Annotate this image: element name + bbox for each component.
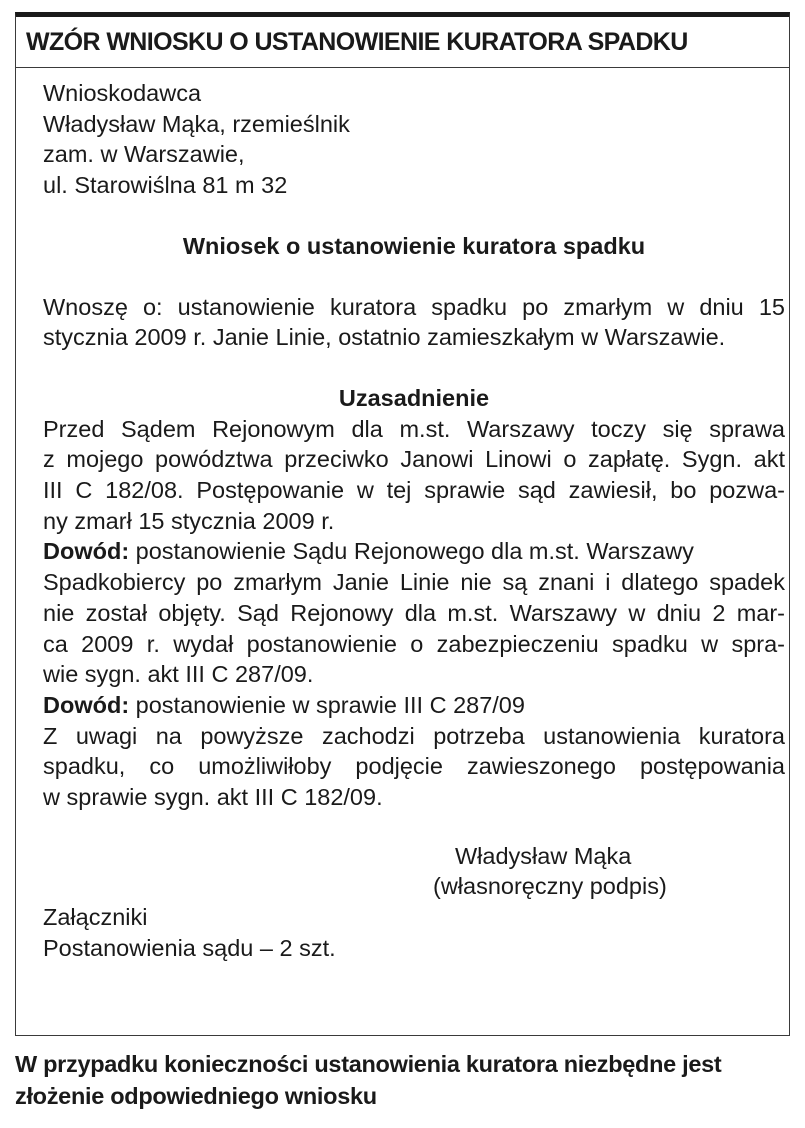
justification-line: nie został objęty. Sąd Rejonowy dla m.st. Warszawy w dniu 2 mar- [43,599,785,626]
attachments-label: Załączniki [43,904,148,931]
evidence-label: Dowód: [43,538,130,565]
form-content [43,78,785,964]
form-header [16,17,789,68]
justification-line: III C 182/08. Postępowanie w tej sprawie sąd zawiesił, bo pozwa- [43,477,785,504]
request-line-1: Wnoszę o: ustanowienie kuratora spadku po zmarłym w dniu 15 [43,293,785,320]
evidence-2 [43,690,785,721]
signature-name: Władysław Mąka [455,842,632,869]
applicant-label: Wnioskodawca [43,80,202,106]
evidence-text: postanowienie w sprawie III C 287/09 [129,691,525,718]
applicant-name: Władysław Mąka, rzemieślnik [43,110,350,137]
evidence-label: Dowód: [43,691,130,718]
justification-line: spadku, co umożliwiłoby podjęcie zawieszonego postępowania [43,753,785,780]
footer-note [15,1048,790,1112]
footer-line-2: złożenie odpowiedniego wniosku [15,1083,377,1109]
evidence-1 [43,536,785,567]
justification-line: Przed Sądem Rejonowym dla m.st. Warszawy toczy się sprawa [43,415,785,442]
applicant-street: ul. Starowiślna 81 m 32 [43,172,288,199]
signature-note: (własnoręczny podpis) [433,873,667,900]
justification-title: Uzasadnienie [338,384,490,411]
justification-line: wie sygn. akt III C 287/09. [43,661,314,688]
justification-line: ca 2009 r. wydał postanowienie o zabezpieczeniu spadku w spra- [43,630,785,657]
form-title: WZÓR WNIOSKU O USTANOWIENIE KURATORA SPADKU [26,28,688,56]
applicant-city: zam. w Warszawie, [43,141,245,168]
form-template-box [15,12,790,1036]
motion-title: Wniosek o ustanowienie kuratora spadku [182,232,646,259]
justification-line: w sprawie sygn. akt III C 182/09. [43,784,383,811]
attachments-item: Postanowienia sądu – 2 szt. [43,934,336,961]
justification-line: z mojego powództwa przeciwko Janowi Linowi o zapłatę. Sygn. akt [43,446,785,473]
justification-line: Z uwagi na powyższe zachodzi potrzeba ustanowienia kuratora [43,722,785,749]
request-line-2: stycznia 2009 r. Janie Linie, ostatnio zamieszkałym w Warszawie. [43,324,726,351]
evidence-text: postanowienie Sądu Rejonowego dla m.st. Warszawy [129,538,694,565]
footer-line-1: W przypadku konieczności ustanowienia kuratora niezbędne jest [15,1051,722,1077]
justification-line: ny zmarł 15 stycznia 2009 r. [43,507,335,534]
justification-line: Spadkobiercy po zmarłym Janie Linie nie są znani i dlatego spadek [43,569,785,596]
